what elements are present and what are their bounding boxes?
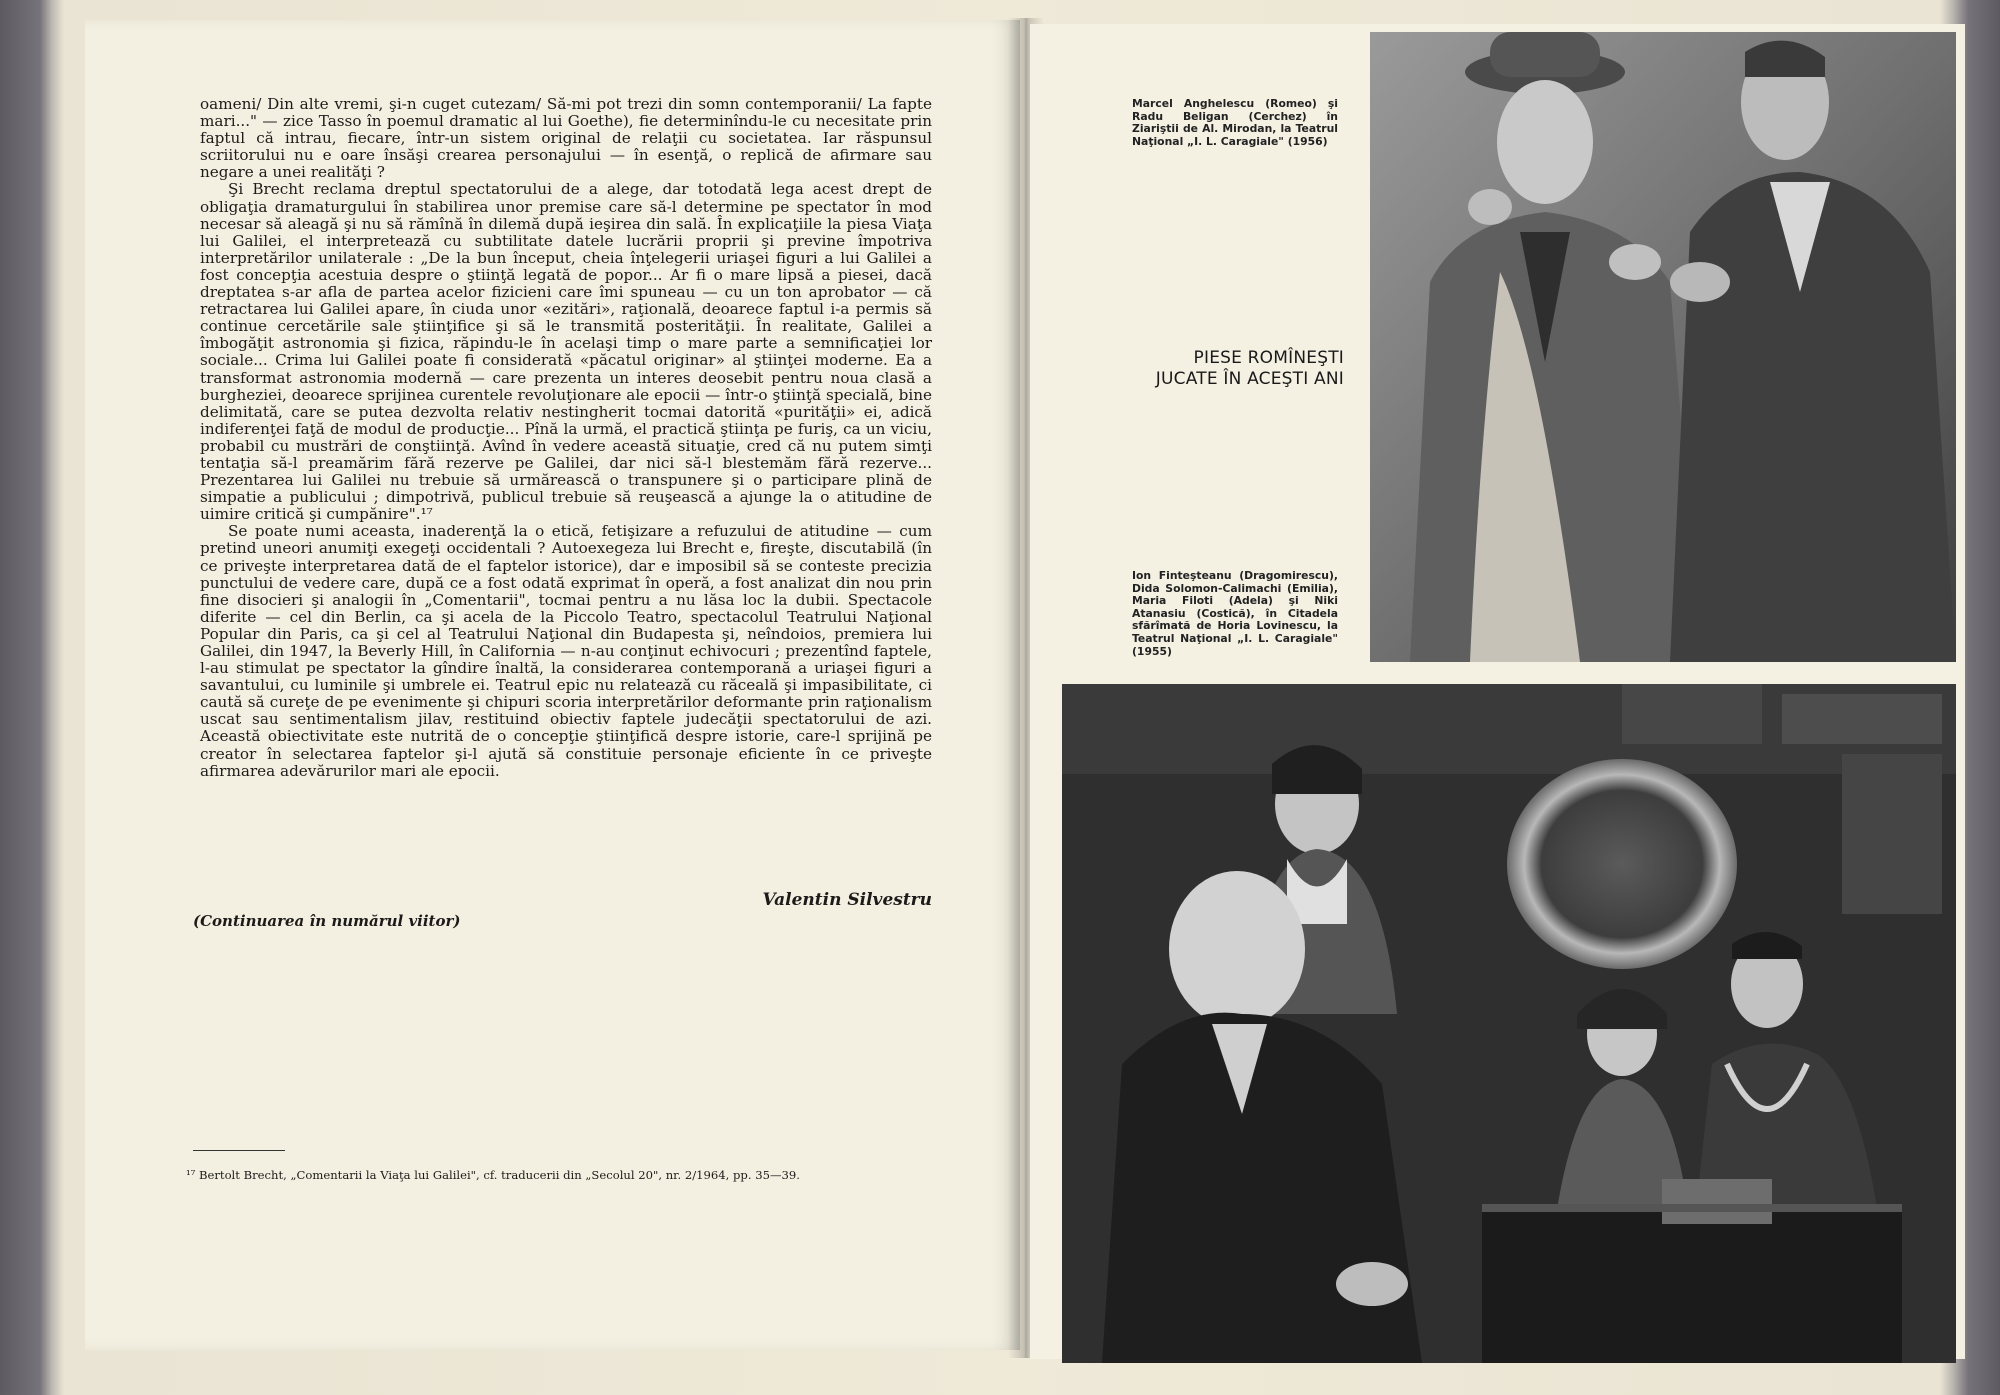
photo-caption-bottom: Ion Finteşteanu (Dragomirescu), Dida Solomon-Calimachi (Emilia), Maria Filoti (Adela) şi Niki Atanasiu (Costică), în Citadela sfărîmată de Horia Lovinescu, la Teatrul Naţional „I. L. Caragiale" (1955) xyxy=(1132,569,1338,658)
headline-line: JUCATE ÎN ACEŞTI ANI xyxy=(1155,369,1344,389)
paragraph: Se poate numi aceasta, inaderenţă la o etică, fetişizare a refuzului de atitudine — cum pretind uneori anumiţi exegeţi occidentali ? Autoexegeza lui Brecht e, fireşte, discutabilă (în ce priveşte interpretarea dată de el faptelor istorice), dar e imposibil să se conteste precizia punctului de vedere care, după ce a fost odată exprimat în operă, a fost analizat din nou prin fine disocieri şi analogii în „Comentarii", tocmai pentru a nu lăsa loc la dubii. Spectacole diferite — cel din Berlin, ca şi acela de la Piccolo Teatro, spectacolul Teatrului Naţional Popular din Paris, ca şi cel al Teatrului Naţional din Budapesta şi, neîndoios, premiera lui Galilei, din 1947, la Beverly Hill, în California — n-au conţinut echivocuri ; prezentînd faptele, l-au stimulat pe spectator la gîndire înaltă, la considerarea contemporană a uriaşei figuri a savantului, cu luminile şi umbrele ei. Teatrul epic nu relatează cu răceală şi impasibilitate, ci caută să cureţe de pe evenimente şi chipuri scoria interpretărilor deformante prin raţionalism uscat sau sentimentalism jilav, restituind obiectiv faptele judecăţii spectatorului de azi. Această obiectivitate este nutrită de o concepţie ştiinţifică despre istorie, care-l sprijină pe creator în selectarea faptelor şi-l ajută să constituie personaje eficiente în ce priveşte afirmarea adevărurilor mari ale epocii. xyxy=(200,522,932,780)
headline-line: PIESE ROMÎNEŞTI xyxy=(1193,348,1344,368)
paragraph: oameni/ Din alte vremi, şi-n cuget cutezam/ Să-mi pot trezi din somn contemporanii/ La fapte mari..." — zice Tasso în poemul dramatic al lui Goethe), fie determinîndu-le cu necesitate prin faptul că intrau, fiecare, într-un sistem original de relaţii cu societatea. Iar răspunsul scriitorului nu e oare însăşi crearea personajului — în esenţă, o replică de afirmare sau negare a unei realităţi ? xyxy=(200,95,932,182)
theatre-photo-bottom xyxy=(1062,684,1956,1363)
continuation-note: (Continuarea în numărul viitor) xyxy=(193,912,461,930)
footnote: ¹⁷ Bertolt Brecht, „Comentarii la Viaţa lui Galilei", cf. traducerii din „Secolul 20", nr. 2/1964, pp. 35—39. xyxy=(186,1168,800,1182)
author-signature: Valentin Silvestru xyxy=(762,890,932,910)
photo-illustration xyxy=(1370,32,1956,662)
section-headline xyxy=(1122,348,1344,390)
theatre-photo-top xyxy=(1370,32,1956,662)
photo-caption-top: Marcel Anghelescu (Romeo) şi Radu Beligan (Cerchez) în Ziariştii de Al. Mirodan, la Teatrul Naţional „I. L. Caragiale" (1956) xyxy=(1132,97,1338,148)
footnote-rule xyxy=(193,1150,285,1151)
paragraph: Şi Brecht reclama dreptul spectatorului de a alege, dar totodată lega acest drept de obligaţia dramaturgului în stabilirea unor premise care să-l determine pe spectator în mod necesar să aleagă şi nu să rămînă în dilemă după ieşirea din sală. În explicaţiile la piesa Viaţa lui Galilei, el interpretează cu subtilitate datele lucrării proprii şi previne împotriva interpretărilor unilaterale : „De la bun început, cheia înţelegerii uriaşei figuri a lui Galilei a fost concepţia acestuia despre o ştiinţă legată de popor... Ar fi o mare lipsă a piesei, dacă dreptatea s-ar afla de partea acelor fizicieni care îmi spuneau — cu un ton aprobator — că retractarea lui Galilei apare, în ciuda unor «ezitări», raţională, deoarece faptul i-a permis să continue cercetările sale ştiinţifice şi să le transmită posterităţii. În realitate, Galilei a îmbogăţit astronomia şi fizica, răpindu-le în acelaşi timp o mare parte a semnificaţiei lor sociale... Crima lui Galilei poate fi considerată «păcatul originar» al ştiinţei moderne. Ea a transformat astronomia modernă — care prezenta un interes deosebit pentru noua clasă a burgheziei, deoarece sprijinea curentele revoluţionare ale epocii — într-o ştiinţă specială, bine delimitată, care se putea dezvolta relativ nestingherit tocmai datorită «purităţii» ei, adică indiferenţei faţă de modul de producţie... Pînă la urmă, el practică ştiinţa pe furiş, ca un viciu, probabil cu mustrări de conştiinţă. Avînd în vedere această situaţie, cred că nu putem simţi tentaţia să-l preamărim fără rezerve pe Galilei, dar nici să-l blestemăm fără rezerve... Prezentarea lui Galilei nu trebuie să urmărească o transpunere şi o participare plină de simpatie a publicului ; dimpotrivă, publicul trebuie să reuşească a ajunge la o atitudine de uimire critică şi cumpănire".¹⁷ xyxy=(200,180,932,524)
photo-illustration xyxy=(1062,684,1956,1363)
article-body xyxy=(200,96,932,780)
